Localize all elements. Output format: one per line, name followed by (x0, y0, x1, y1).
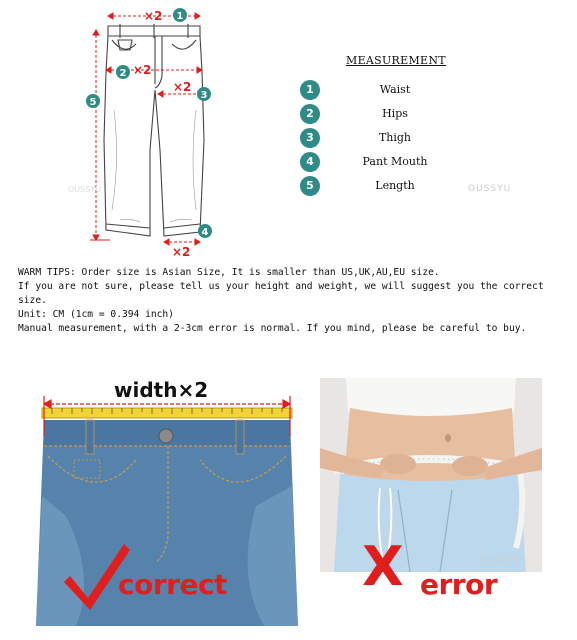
left-hand (380, 454, 416, 474)
tape-measure (42, 408, 292, 418)
x-icon: X (362, 535, 404, 598)
tips-line-2: If you are not sure, please tell us your height and weight, we will suggest you the correct size. (18, 281, 544, 306)
svg-text:1: 1 (176, 11, 184, 22)
pants-outline (104, 24, 204, 236)
svg-text:5: 5 (89, 97, 97, 108)
svg-text:3: 3 (200, 90, 208, 101)
error-watermark: OUSSYU (480, 554, 524, 564)
legend-label: Hips (382, 107, 408, 120)
diagram-watermark: OUSSYU (68, 185, 102, 194)
warm-tips (18, 266, 563, 336)
legend-item-waist (300, 80, 450, 102)
legend-label: Pant Mouth (362, 155, 428, 168)
legend-item-thigh (300, 128, 450, 150)
legend-number: 5 (300, 176, 320, 196)
correct-label: correct (118, 568, 227, 601)
legend-number: 1 (300, 80, 320, 100)
tips-line-4: Manual measurement, with a 2-3cm error is normal. If you mind, please be careful to buy. (18, 323, 527, 334)
tips-line-3: Unit: CM (1cm = 0.394 inch) (18, 309, 174, 320)
hips-x2-label: ×2 (133, 63, 152, 77)
legend-number: 3 (300, 128, 320, 148)
legend-label: Thigh (378, 131, 412, 144)
legend-label: Length (375, 179, 415, 192)
pant-mouth-x2-label: ×2 (172, 245, 191, 259)
legend-label: Waist (379, 83, 411, 96)
marker-1 (173, 8, 187, 22)
svg-text:4: 4 (201, 227, 209, 238)
pants-measurement-diagram (0, 0, 300, 260)
legend-item-pant-mouth (300, 152, 450, 174)
marker-3 (197, 87, 211, 101)
error-label: error (420, 568, 498, 601)
marker-4 (198, 224, 212, 238)
width-label: width×2 (114, 378, 209, 402)
legend-item-length (300, 176, 450, 198)
error-measurement-photo (320, 378, 542, 572)
legend-item-hips (300, 104, 450, 126)
thigh-x2-label: ×2 (173, 80, 192, 94)
waist-x2-label: ×2 (144, 9, 163, 23)
legend-number: 4 (300, 152, 320, 172)
marker-2 (116, 65, 130, 79)
marker-5 (86, 94, 100, 108)
tips-line-1: WARM TIPS: Order size is Asian Size, It is smaller than US,UK,AU,EU size. (18, 267, 440, 278)
measurement-title: MEASUREMENT (346, 54, 446, 67)
legend-number: 2 (300, 104, 320, 124)
legend-watermark: OUSSYU (468, 184, 512, 194)
right-hand (452, 456, 488, 476)
svg-text:2: 2 (119, 68, 127, 79)
